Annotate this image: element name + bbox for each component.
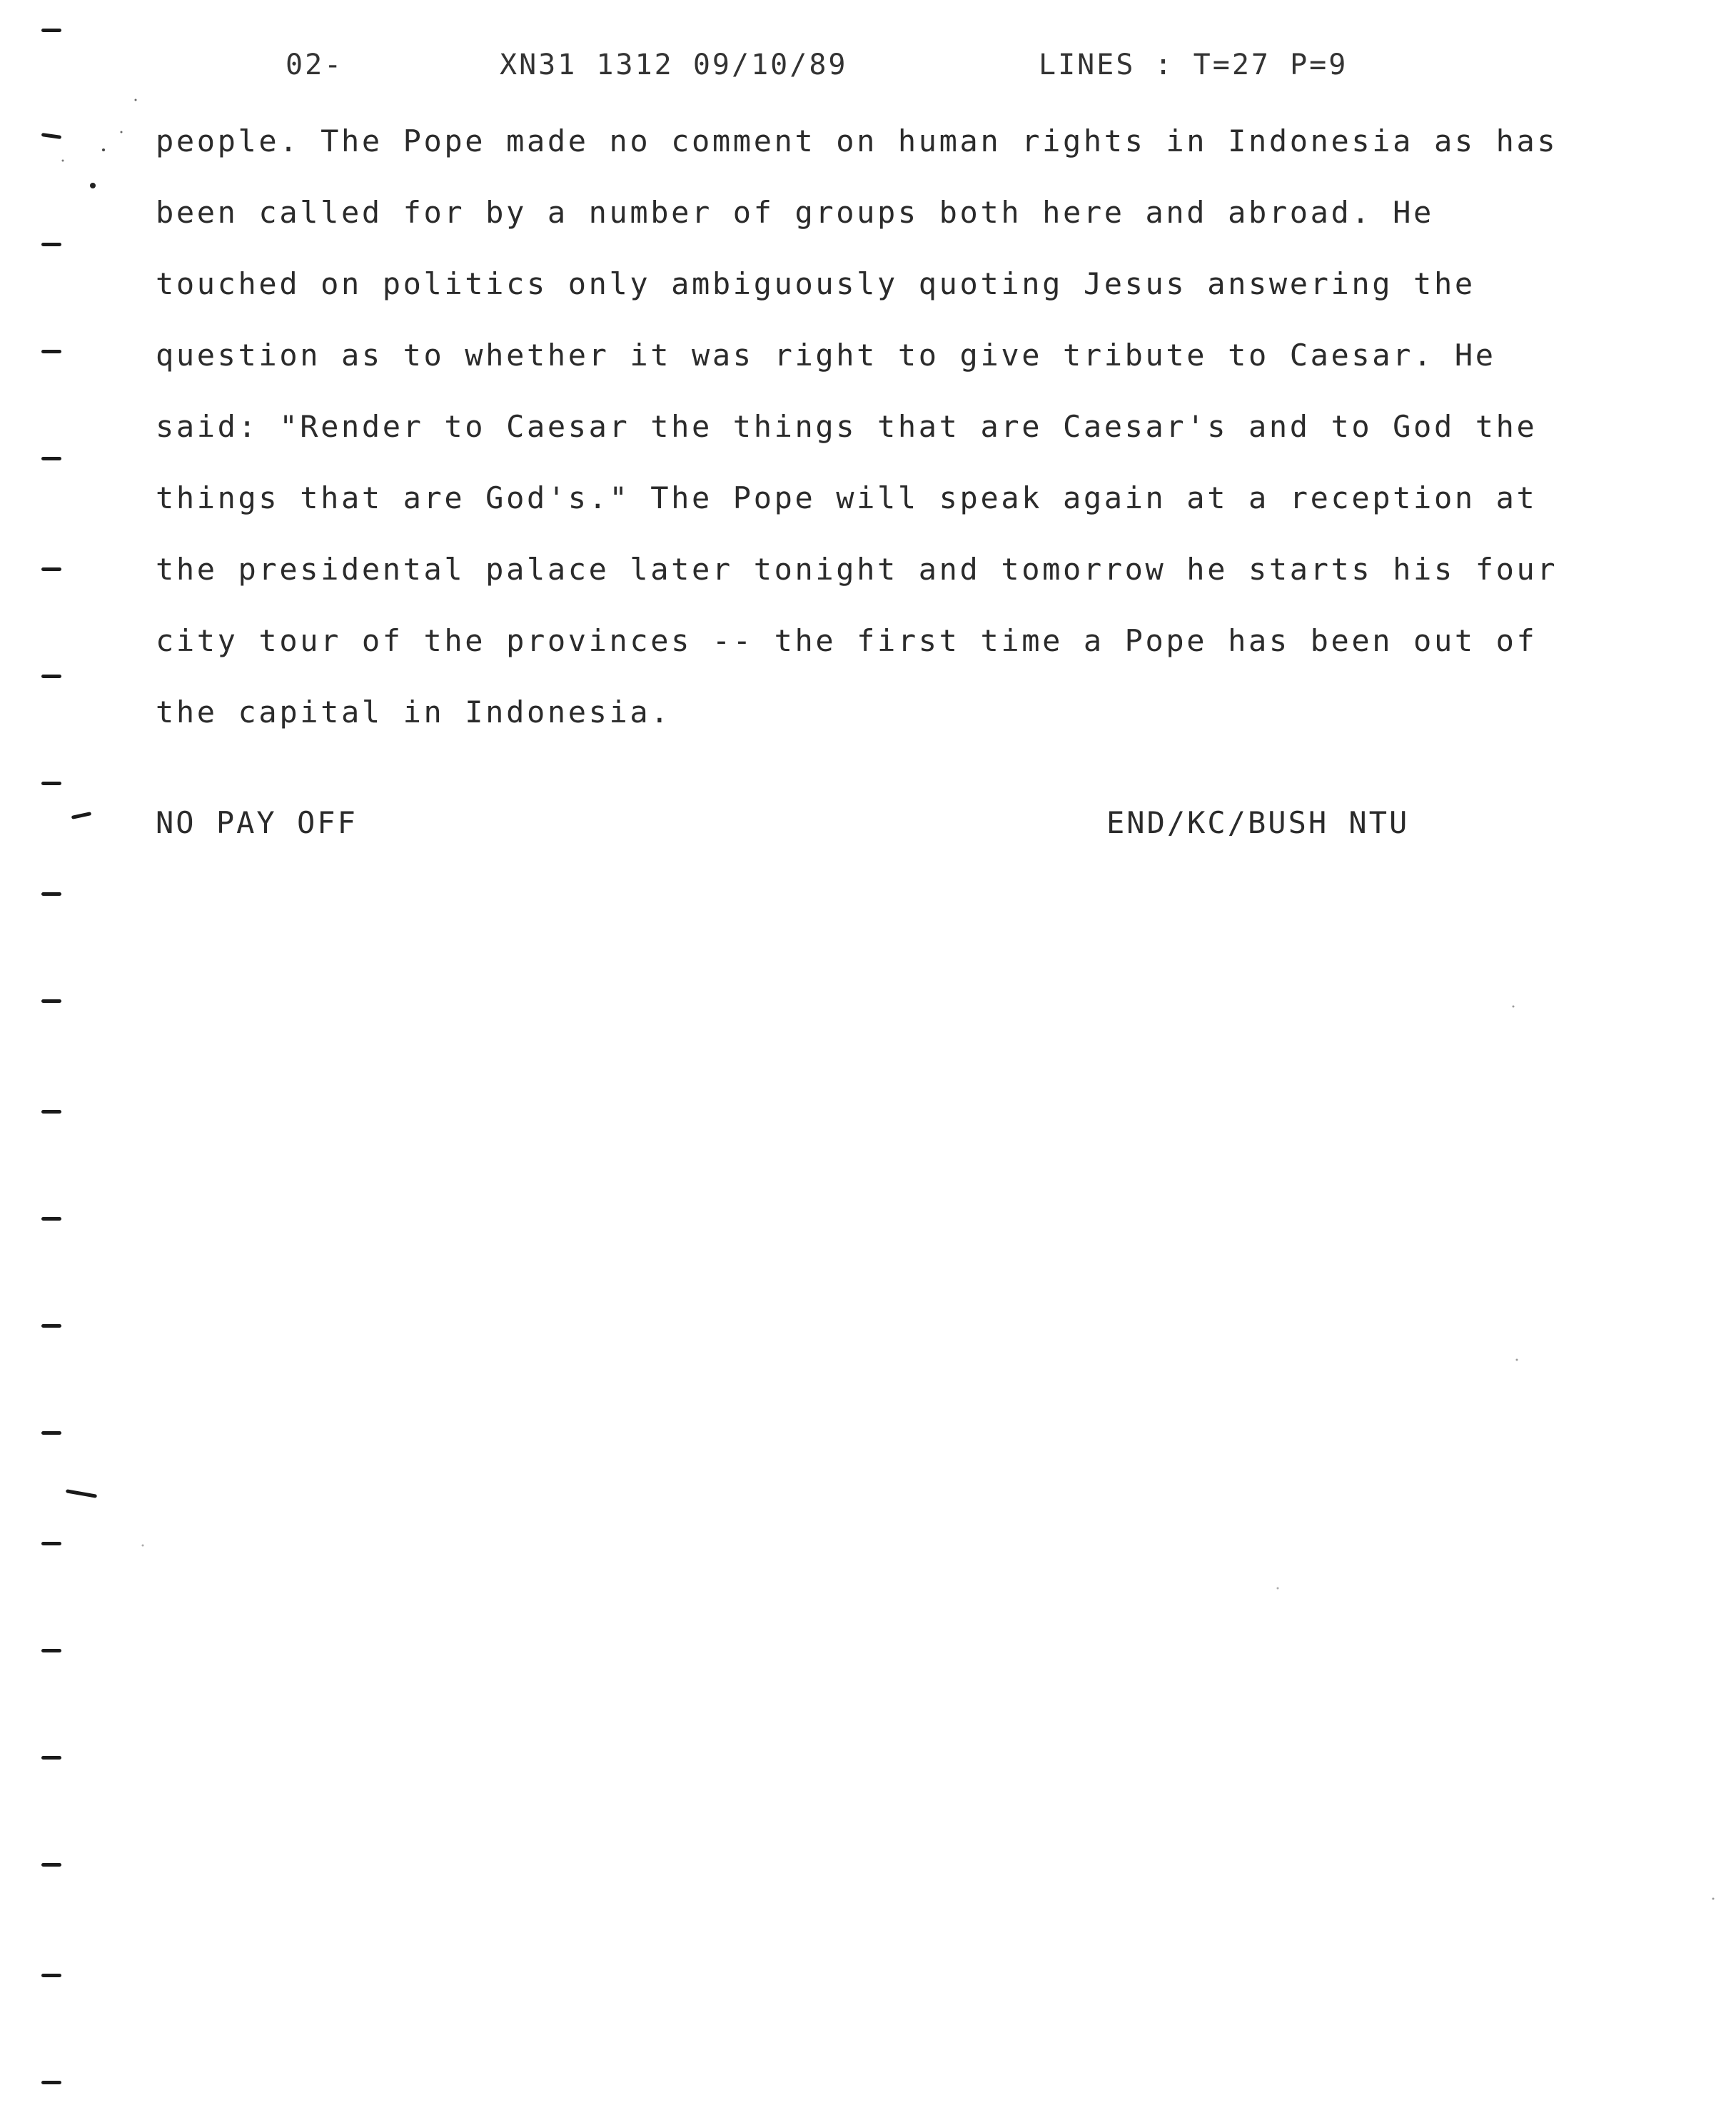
margin-tick xyxy=(41,892,61,896)
header-story-code: XN31 1312 09/10/89 xyxy=(500,49,848,81)
margin-tick xyxy=(41,1974,61,1977)
margin-tick xyxy=(41,1863,61,1867)
margin-tick xyxy=(66,1489,97,1498)
story-line: the presidental palace later tonight and tomorrow he starts his four xyxy=(156,552,1558,587)
margin-tick xyxy=(41,1324,61,1328)
footer-payoff-note: NO PAY OFF xyxy=(156,805,358,840)
margin-tick xyxy=(41,675,61,678)
margin-tick xyxy=(41,1542,61,1545)
story-line: things that are God's." The Pope will speak again at a reception at xyxy=(156,480,1538,515)
margin-tick xyxy=(41,1431,61,1435)
margin-tick xyxy=(41,782,61,785)
margin-tick xyxy=(41,567,61,571)
story-body xyxy=(156,120,1697,762)
header-line-count: LINES : T=27 P=9 xyxy=(1039,49,1348,81)
margin-tick xyxy=(41,1649,61,1652)
margin-tick xyxy=(41,2081,61,2084)
story-line: been called for by a number of groups both here and abroad. He xyxy=(156,195,1434,230)
story-line: question as to whether it was right to give tribute to Caesar. He xyxy=(156,338,1496,373)
story-line: the capital in Indonesia. xyxy=(156,695,672,730)
story-line: touched on politics only ambiguously quoting Jesus answering the xyxy=(156,266,1475,301)
header-page-number: 02- xyxy=(286,49,344,81)
story-line: said: "Render to Caesar the things that are Caesar's and to God the xyxy=(156,409,1538,444)
story-line: city tour of the provinces -- the first time a Pope has been out of xyxy=(156,623,1538,658)
margin-tick xyxy=(41,1756,61,1760)
margin-tick xyxy=(41,457,61,460)
margin-tick xyxy=(41,999,61,1003)
tractor-feed-margin xyxy=(0,0,114,2120)
margin-tick xyxy=(41,29,61,32)
footer-end-signoff: END/KC/BUSH NTU xyxy=(1106,805,1410,840)
margin-tick xyxy=(41,243,61,246)
margin-tick xyxy=(41,1110,61,1114)
margin-tick xyxy=(41,350,61,353)
margin-tick xyxy=(41,1217,61,1221)
margin-tick xyxy=(41,133,61,139)
margin-tick xyxy=(71,812,91,819)
story-line: people. The Pope made no comment on human rights in Indonesia as has xyxy=(156,123,1558,158)
